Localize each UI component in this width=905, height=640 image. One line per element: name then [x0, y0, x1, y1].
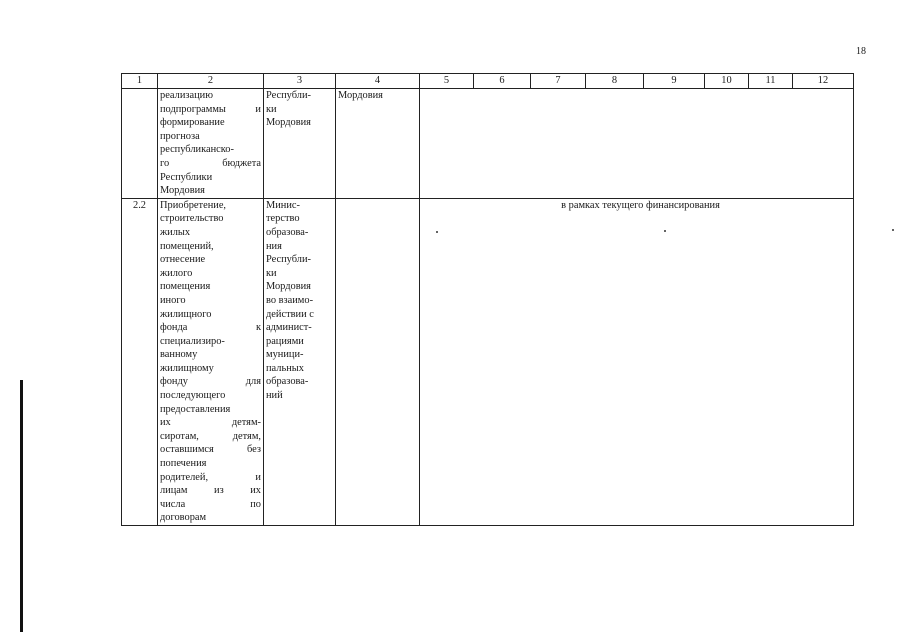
- text-line: фонду для: [160, 376, 261, 388]
- header-cell-12: 12: [793, 74, 854, 89]
- header-cell-5: 5: [420, 74, 474, 89]
- text-line: действии с: [266, 308, 314, 320]
- header-cell-1: 1: [122, 74, 158, 89]
- text-line: договорам: [160, 512, 207, 524]
- measure-name-cell: [158, 198, 264, 525]
- header-cell-3: 3: [264, 74, 336, 89]
- text-line: жилых: [160, 226, 191, 238]
- text-line: Республи-: [266, 90, 311, 101]
- text-line: жилищному: [160, 362, 214, 374]
- text-line: ки: [266, 103, 277, 115]
- financing-cell: [420, 89, 854, 199]
- text-line: Минис-: [266, 199, 300, 211]
- text-line: Мордовия: [160, 185, 205, 197]
- text-line: их детям-: [160, 417, 261, 429]
- responsible-executor-cell: [264, 89, 336, 199]
- text-line: Приобретение,: [160, 199, 227, 211]
- header-row: [122, 74, 854, 89]
- text-line: Мордовия: [266, 281, 311, 293]
- text-line: попечения: [160, 458, 207, 470]
- financing-note: в рамках текущего финансирования: [561, 199, 720, 211]
- text-line: ки: [266, 267, 277, 279]
- text-line: админист-: [266, 322, 312, 334]
- scan-speck: [892, 229, 894, 231]
- text-line: Мордовия: [266, 117, 311, 129]
- text-line: жилого: [160, 267, 193, 279]
- header-cell-4: 4: [336, 74, 420, 89]
- row-number-cell: 2.2: [122, 198, 158, 525]
- table-row: [122, 89, 854, 199]
- text-line: подпрограммы и: [160, 103, 261, 115]
- text-line: пальных: [266, 362, 304, 374]
- text-line: республиканско-: [160, 144, 234, 156]
- table-row: [122, 198, 854, 525]
- text-line: ния: [266, 240, 282, 252]
- header-cell-11: 11: [749, 74, 793, 89]
- header-cell-2: 2: [158, 74, 264, 89]
- column-4-cell: [336, 198, 420, 525]
- text-line: отнесение: [160, 254, 206, 266]
- text-line: предоставления: [160, 403, 231, 415]
- text-line: терство: [266, 213, 300, 225]
- text-line: лицам из их: [160, 485, 261, 497]
- text-line: муници-: [266, 349, 304, 361]
- financing-cell: [420, 198, 854, 525]
- text-line: иного: [160, 294, 186, 306]
- text-line: Республи-: [266, 254, 311, 266]
- column-4-cell: Мордовия: [336, 89, 420, 199]
- text-line: родителей, и: [160, 471, 261, 483]
- text-line: рациями: [266, 335, 304, 347]
- text-line: фонда к: [160, 322, 261, 334]
- text-line: последующего: [160, 390, 226, 402]
- text-line: жилищного: [160, 308, 212, 320]
- text-line: строительство: [160, 213, 224, 225]
- text-line: прогноза: [160, 130, 200, 142]
- text-line: ванному: [160, 349, 198, 361]
- text-line: во взаимо-: [266, 294, 314, 306]
- header-cell-8: 8: [586, 74, 644, 89]
- text-line: Республики: [160, 171, 213, 183]
- text-line: го бюджета: [160, 157, 261, 169]
- text-line: образова-: [266, 226, 309, 238]
- program-table: [121, 73, 854, 526]
- responsible-executor-cell: [264, 198, 336, 525]
- text-line: формирование: [160, 117, 225, 129]
- text-line: ний: [266, 390, 283, 402]
- text-line: числа по: [160, 498, 261, 510]
- text-line: помещений,: [160, 240, 214, 252]
- header-cell-7: 7: [531, 74, 586, 89]
- scan-edge-mark: [20, 380, 23, 632]
- text-line: помещения: [160, 281, 211, 293]
- row-number-cell: [122, 89, 158, 199]
- page-number: 18: [856, 46, 866, 57]
- header-cell-6: 6: [474, 74, 531, 89]
- header-cell-10: 10: [705, 74, 749, 89]
- header-cell-9: 9: [644, 74, 705, 89]
- text-line: реализацию: [160, 90, 213, 101]
- text-line: образова-: [266, 376, 309, 388]
- text-line: сиротам, детям,: [160, 430, 261, 442]
- text-line: оставшимся без: [160, 444, 261, 456]
- text-line: специализиро-: [160, 335, 225, 347]
- measure-name-cell: [158, 89, 264, 199]
